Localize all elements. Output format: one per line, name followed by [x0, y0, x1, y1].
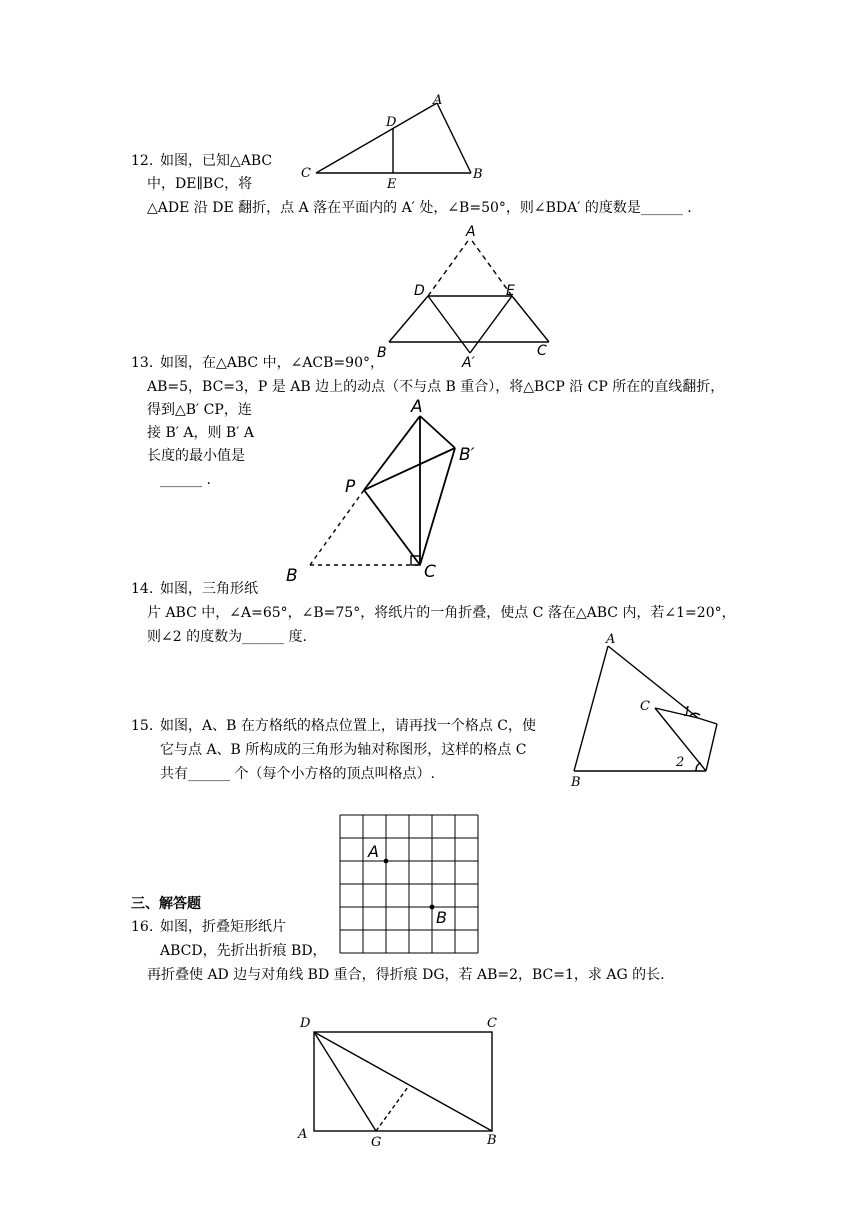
- q12-line1: 如图，已知△ABC: [160, 153, 273, 169]
- q16-line1: 如图，折叠矩形纸片: [160, 919, 286, 935]
- label-b: B: [377, 345, 387, 361]
- q15-line2: 它与点 A、B 所构成的三角形为轴对称图形，这样的格点 C: [160, 742, 527, 758]
- fold-edge-2: [706, 724, 717, 771]
- q14-line1: 如图，三角形纸: [160, 581, 258, 597]
- diagonal-bd: [314, 1032, 492, 1131]
- label-two: 2: [676, 755, 685, 770]
- segment-pa: [364, 416, 420, 490]
- q16-number: 16.: [131, 919, 154, 935]
- q13-line4: 接 B′ A，则 B′ A: [147, 425, 254, 441]
- label-a: A: [368, 842, 379, 861]
- section-heading: 三、解答题: [131, 896, 201, 912]
- side-ec: [512, 296, 549, 342]
- segment-pb1: [364, 448, 455, 490]
- point-a: [384, 859, 389, 864]
- q12-line2: 中，DE∥BC，将: [147, 176, 253, 192]
- q15-line1: 如图，A、B 在方格纸的格点位置上，请再找一个格点 C，使: [160, 718, 537, 734]
- segment-ea1: [470, 296, 512, 353]
- label-one: 1: [683, 705, 692, 720]
- label-d: D: [414, 283, 425, 299]
- label-d: D: [386, 115, 397, 130]
- label-b-prime: B′: [459, 445, 475, 465]
- segment-da1: [428, 296, 470, 353]
- side-bd: [389, 296, 428, 342]
- label-b: B: [286, 566, 298, 586]
- q13-line2: AB=5，BC=3，P 是 AB 边上的动点（不与点 B 重合），将△BCP 沿 CP 所在的直线翻折，: [147, 379, 725, 395]
- label-e: E: [387, 177, 397, 192]
- q13-line3: 得到△B′ CP，连: [147, 402, 252, 418]
- fold-edge: [698, 718, 717, 724]
- label-g: G: [371, 1135, 382, 1150]
- segment-b1c: [420, 448, 455, 565]
- q14-line2: 片 ABC 中，∠A=65°，∠B=75°，将纸片的一角折叠，使点 C 落在△ABC 内，若∠1=20°，: [147, 605, 736, 621]
- q13-line6: ______ .: [160, 472, 211, 488]
- q15-line3: 共有______ 个（每个小方格的顶点叫格点）.: [160, 766, 435, 782]
- crease-dg: [314, 1032, 376, 1131]
- q13-line5: 长度的最小值是: [147, 448, 245, 464]
- label-b: B: [436, 908, 447, 927]
- q12-line3: △ADE 沿 DE 翻折，点 A 落在平面内的 A′ 处，∠B=50°，则∠BDA′ 的度数是______ .: [147, 200, 692, 216]
- q12-number: 12.: [131, 153, 154, 169]
- q14-figure: [565, 628, 725, 788]
- segment-bp: [310, 490, 364, 565]
- label-d: D: [300, 1016, 311, 1031]
- label-a-prime: A′: [462, 355, 475, 371]
- label-b: B: [487, 1133, 497, 1148]
- segment-ab1: [420, 416, 455, 448]
- q15-grid-figure: [336, 810, 486, 960]
- label-c: C: [424, 562, 436, 582]
- label-a: A: [606, 632, 616, 647]
- point-b: [430, 905, 435, 910]
- fold-da: [428, 238, 470, 296]
- side-ab: [437, 103, 471, 173]
- segment-pc: [364, 490, 420, 565]
- q13-number: 13.: [131, 355, 154, 371]
- q12-figure-folded: [370, 222, 560, 371]
- label-a: A: [411, 397, 423, 417]
- q15-number: 15.: [131, 718, 154, 734]
- fold-dashed: [376, 1087, 408, 1131]
- q16-line3: 再折叠使 AD 边与对角线 BD 重合，得折痕 DG，若 AB=2，BC=1，求 AG 的长.: [147, 967, 665, 983]
- label-e: E: [506, 283, 515, 299]
- q14-number: 14.: [131, 581, 154, 597]
- label-b: B: [473, 167, 483, 182]
- label-c: C: [537, 343, 547, 359]
- q13-figure: [280, 395, 490, 585]
- label-a: A: [433, 93, 443, 108]
- side-ab: [574, 646, 608, 771]
- label-b: B: [571, 775, 581, 790]
- label-c: C: [301, 166, 311, 181]
- side-ca: [316, 103, 437, 173]
- q14-line3: 则∠2 的度数为______ 度.: [147, 629, 307, 645]
- q16-line2: ABCD，先折出折痕 BD，: [160, 943, 327, 959]
- label-c: C: [640, 699, 650, 714]
- q16-figure: [290, 1010, 510, 1150]
- q12-figure-triangle: [300, 88, 500, 193]
- label-a: A: [466, 224, 476, 240]
- q13-line1: 如图，在△ABC 中，∠ACB=90°，: [160, 355, 384, 371]
- label-p: P: [345, 477, 356, 497]
- label-c: C: [487, 1016, 497, 1031]
- grid-lines: [340, 815, 478, 953]
- label-a: A: [298, 1127, 308, 1142]
